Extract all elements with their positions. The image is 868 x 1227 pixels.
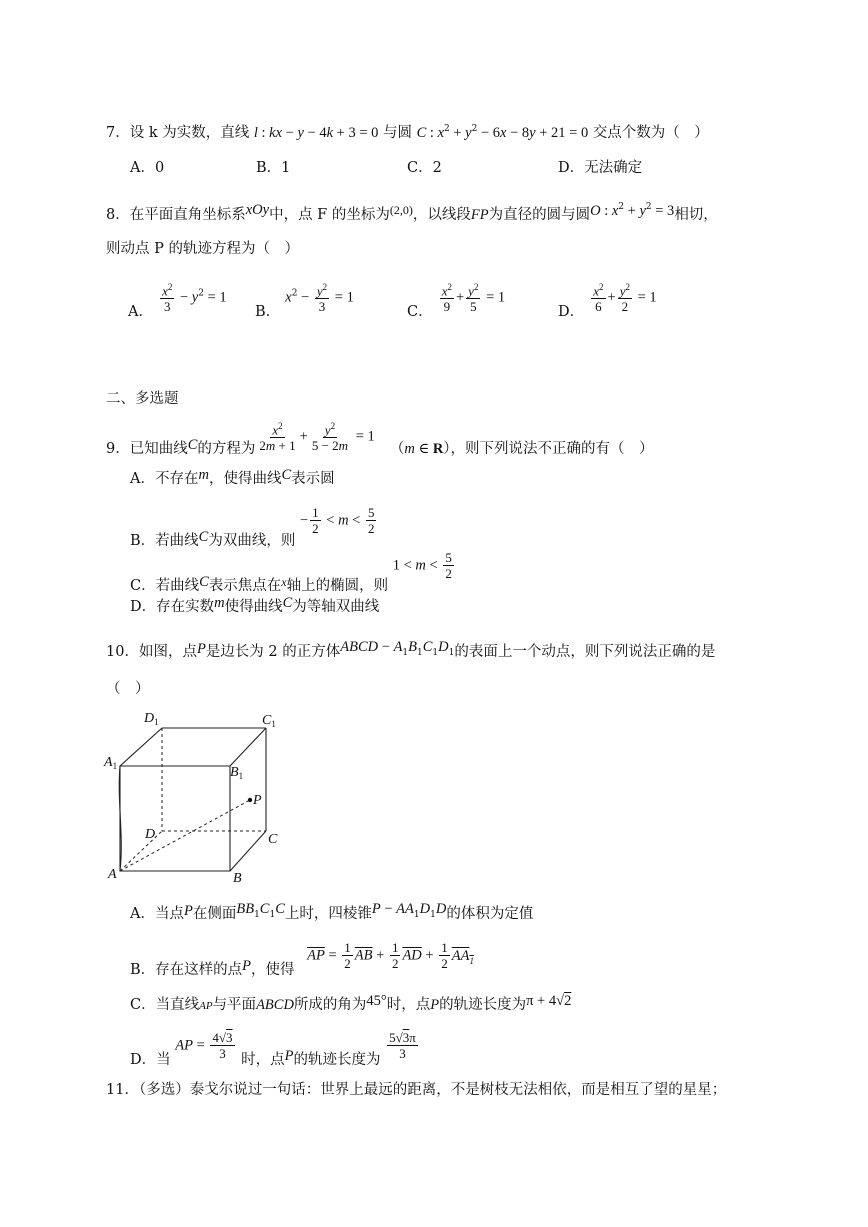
label-b1: $B_1$ [230, 765, 244, 781]
q7-line-equation: l [253, 124, 258, 141]
q7-text-c: 交点个数为（ ） [592, 124, 709, 141]
section-heading: 二、多选题 [106, 391, 179, 407]
q7-option-a: A．0 [130, 160, 165, 176]
q10-option-d: D．当 AP = $\frac{4√3}{3}$ 时，点P的轨迹长度为 $\frac{5√3\pi}{3}$ [130, 1030, 416, 1068]
q8-point: (2,0) [389, 202, 413, 217]
q8-line2: 则动点 P 的轨迹方程为（ ） [106, 241, 299, 257]
q10-option-c: C．当直线AP与平面ABCD所成的角为45°时，点P的轨迹长度为π + 4√2 [130, 993, 572, 1013]
q9-stem: 9．已知曲线C的方程为 $\frac{x^2}{2m + 1}$ + $\frac{y^2}{5 - 2m}$ = 1 （m ∈ R），则下列说法不正确的有（ ） [106, 421, 654, 457]
q7-text-a: 7．设 k 为实数，直线 [106, 124, 250, 141]
q10-option-b: B．存在这样的点P，使得 $\overline{AP}$ = $\frac{1}{2}$ $\overline{AB}$ + $\frac{1}{2}$ $\overline{AD}$ + $\frac{1}{2}$ $AA_1$ [130, 940, 474, 978]
q9-text-a: 9．已知曲线 [106, 440, 188, 457]
q9-option-a: A．不存在m，使得曲线C表示圆 [130, 467, 335, 487]
cube-figure [100, 706, 300, 886]
q7-option-b: B．1 [256, 160, 291, 176]
q11-stem: 11．（多选）泰戈尔说过一句话：世界上最远的距离，不是树枝无法相依，而是相互了望的星星； [106, 1082, 727, 1098]
q8-option-a: A． $\frac{x^2}{3}$ − $y^2 = 1$ [128, 282, 227, 320]
label-c: C [268, 832, 278, 847]
q8-text-d: 为直径的圆与圆 [488, 206, 591, 223]
front-face [120, 766, 230, 871]
q9-text-c: ，则下列说法不正确的有（ ） [450, 440, 654, 457]
q8-xoy: xOy [245, 201, 270, 218]
q8-text-a: 8．在平面直角坐标系 [106, 206, 246, 223]
q7-stem: 7．设 k 为实数，直线 l : kx − y − 4k + 3 = 0 与圆 C : $x^2 + y^2 - 6x - 8y + 21 = 0$ 交点个数为（ ） [106, 124, 709, 141]
label-b: B [233, 871, 242, 886]
q10-option-a: A．当点P在侧面$BB_1C_1C$上时，四棱锥$P - AA_1D_1D$的体积为定值 [130, 901, 534, 922]
point-p [248, 798, 252, 802]
label-a1: $A_1$ [104, 755, 118, 771]
q9-option-c: C．若曲线C表示焦点在$_x$轴上的椭圆，则 1 < m < $\frac{5}{2}$ [130, 550, 452, 594]
q7-option-d: D．无法确定 [558, 160, 643, 176]
q9-option-b: B．若曲线C为双曲线，则 − $\frac{1}{2}$ < m < $\frac{5}{2}$ [130, 505, 375, 549]
q10-paren: （ ） [106, 681, 150, 697]
q8-option-c: C． $\frac{x^2}{9}$ + $\frac{y^2}{5}$ = 1 [407, 282, 506, 320]
edge-ad [120, 831, 162, 871]
q10-stem: 10．如图，点P是边长为 2 的正方体ABCD − $A_1B_1C_1D_1$的表面上一个动点，则下列说法正确的是 [106, 639, 716, 660]
q7-circle-equation: C [416, 124, 427, 141]
q8-option-b: B． $x^2$ − $\frac{y^2}{3}$ = 1 [255, 282, 354, 320]
label-p: P [253, 793, 262, 808]
q9-option-d: D．存在实数m使得曲线C为等轴双曲线 [130, 595, 380, 615]
label-d1: $D_1$ [144, 711, 159, 727]
q7-option-c: C．2 [407, 160, 442, 176]
q8-fp: FP [470, 206, 489, 223]
q7-text-b: 与圆 [383, 124, 412, 141]
q8-text-b: 中，点 F 的坐标为 [269, 206, 390, 223]
q8-text-e: 相切， [674, 206, 718, 223]
q8-text-c: ，以线段 [412, 206, 471, 223]
label-a: A [108, 867, 117, 882]
q8-option-d: D． $\frac{x^2}{6}$ + $\frac{y^2}{2}$ = 1 [558, 282, 657, 320]
q8-stem: 8．在平面直角坐标系xOy中，点 F 的坐标为$^{(2,0)}$，以线段FP为直径的圆与圆O : $x^2 + y^2 = 3$相切， [106, 201, 718, 223]
label-c1: $C_1$ [262, 713, 276, 729]
label-d: D [145, 827, 156, 842]
q8-circle-o: O [590, 202, 601, 219]
